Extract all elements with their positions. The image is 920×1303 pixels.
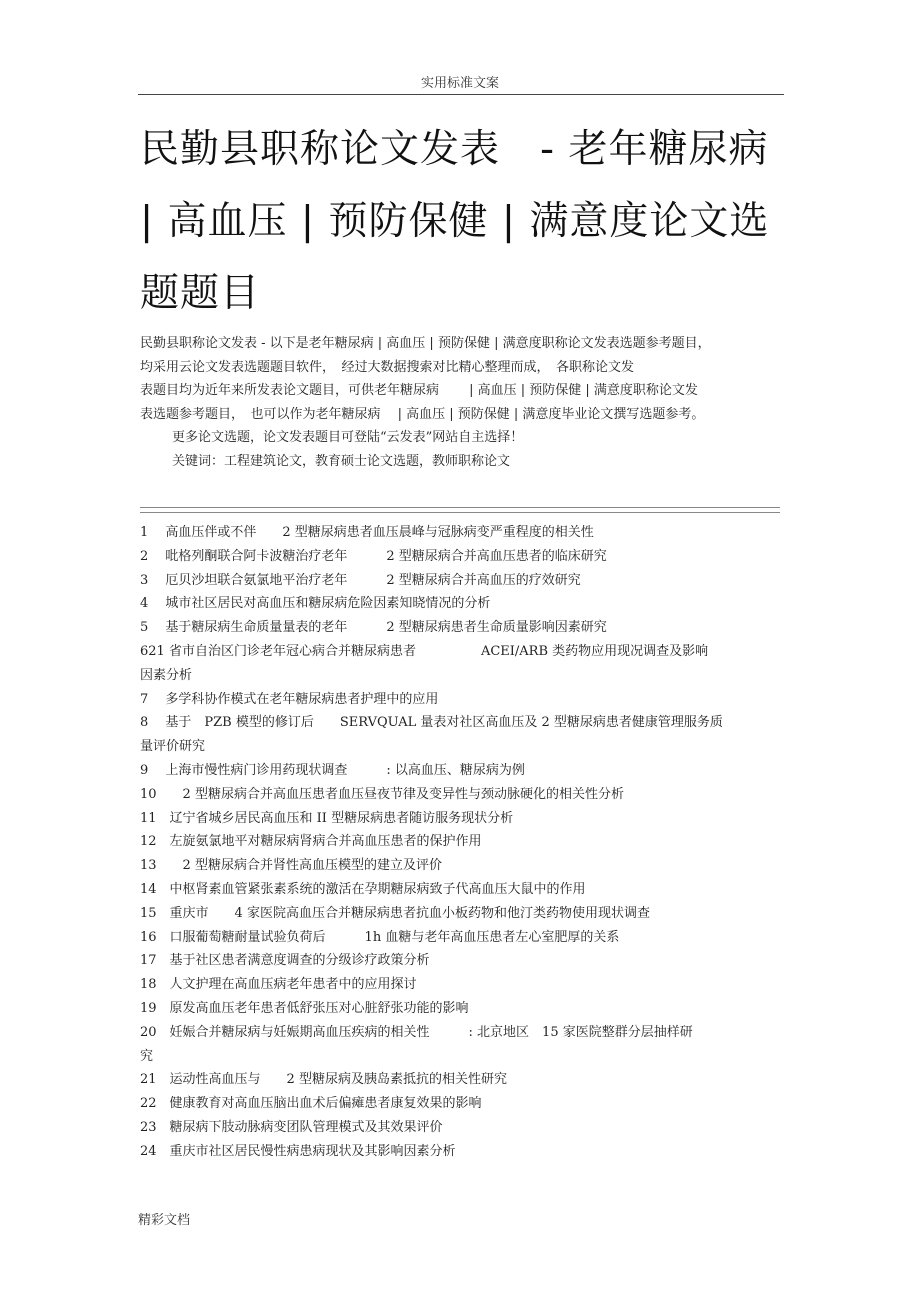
topic-item: 10 2 型糖尿病合并高血压患者血压昼夜节律及变异性与颈动脉硬化的相关性分析 <box>140 786 624 802</box>
keywords-line: 关键词：工程建筑论文，教育硕士论文选题，教师职称论文 <box>172 453 511 469</box>
page-header: 实用标准文案 <box>420 76 499 91</box>
topic-item: 21 运动性高血压与 2 型糖尿病及胰岛素抵抗的相关性研究 <box>140 1072 507 1088</box>
title-line-1: 民勤县职称论文发表 - 老年糖尿病 <box>140 127 769 172</box>
topic-item: 24 重庆市社区居民慢性病患病现状及其影响因素分析 <box>140 1143 456 1159</box>
intro-line: 表选题参考题目， 也可以作为老年糖尿病 | 高血压 | 预防保健 | 满意度毕业论文撰写选题参考。 <box>140 406 705 422</box>
topic-item: 8 基于 PZB 模型的修订后 SERVQUAL 量表对社区高血压及 2 型糖尿病患者健康管理服务质 <box>140 715 723 731</box>
topic-item: 11 辽宁省城乡居民高血压和 II 型糖尿病患者随访服务现状分析 <box>140 810 514 826</box>
intro-paragraph <box>140 332 780 473</box>
topic-item: 14 中枢肾素血管紧张素系统的激活在孕期糖尿病致子代高血压大鼠中的作用 <box>140 881 586 897</box>
topic-item: 19 原发高血压老年患者低舒张压对心脏舒张功能的影响 <box>140 1000 469 1016</box>
topic-item: 22 健康教育对高血压脑出血术后偏瘫患者康复效果的影响 <box>140 1096 482 1112</box>
topic-item: 5 基于糖尿病生命质量量表的老年 2 型糖尿病患者生命质量影响因素研究 <box>140 620 607 636</box>
title-line-2: | 高血压 | 预防保健 | 满意度论文选 <box>140 199 770 244</box>
topic-item: 7 多学科协作模式在老年糖尿病患者护理中的应用 <box>140 691 439 707</box>
topic-item: 18 人文护理在高血压病老年患者中的应用探讨 <box>140 977 417 993</box>
topic-item: 20 妊娠合并糖尿病与妊娠期高血压疾病的相关性 : 北京地区 15 家医院整群分层抽样研 <box>140 1024 693 1040</box>
topic-item: 23 糖尿病下肢动脉病变团队管理模式及其效果评价 <box>140 1119 443 1135</box>
intro-line: 表题目均为近年来所发表论文题目，可供老年糖尿病 | 高血压 | 预防保健 | 满意度职称论文发 <box>140 383 698 398</box>
topic-item: 9 上海市慢性病门诊用药现状调查 : 以高血压、糖尿病为例 <box>140 762 525 778</box>
header-rule <box>138 94 784 95</box>
topic-item: 13 2 型糖尿病合并肾性高血压模型的建立及评价 <box>140 858 442 874</box>
section-separator <box>140 507 780 513</box>
intro-line: 均采用云论文发表选题题目软件， 经过大数据搜索对比精心整理而成， 各职称论文发 <box>140 359 635 375</box>
topic-item: 量评价研究 <box>140 739 206 755</box>
topic-item: 因素分析 <box>140 667 193 683</box>
topic-item: 12 左旋氨氯地平对糖尿病肾病合并高血压患者的保护作用 <box>140 834 482 850</box>
intro-line: 民勤县职称论文发表 - 以下是老年糖尿病 | 高血压 | 预防保健 | 满意度职称论文发表选题参考题目， <box>140 336 711 351</box>
topic-item: 621 省市自治区门诊老年冠心病合并糖尿病患者 ACEI/ARB 类药物应用现况调查及影响 <box>140 643 709 659</box>
document-title <box>140 114 780 330</box>
topic-item: 15 重庆市 4 家医院高血压合并糖尿病患者抗血小板药物和他汀类药物使用现状调查 <box>140 905 650 921</box>
topic-item: 16 口服葡萄糖耐量试验负荷后 1h 血糖与老年高血压患者左心室肥厚的关系 <box>140 929 620 945</box>
topic-item: 4 城市社区居民对高血压和糖尿病危险因素知晓情况的分析 <box>140 596 491 612</box>
topic-item: 1 高血压伴或不伴 2 型糖尿病患者血压晨峰与冠脉病变严重程度的相关性 <box>140 525 594 540</box>
topic-item: 究 <box>140 1048 154 1064</box>
topic-item: 3 厄贝沙坦联合氨氯地平治疗老年 2 型糖尿病合并高血压的疗效研究 <box>140 572 581 588</box>
topic-item: 2 吡格列酮联合阿卡波糖治疗老年 2 型糖尿病合并高血压患者的临床研究 <box>140 548 607 564</box>
title-line-3: 题题目 <box>140 271 261 316</box>
more-topics-note: 更多论文选题，论文发表题目可登陆“云发表”网站自主选择！ <box>172 430 524 445</box>
topic-item: 17 基于社区患者满意度调查的分级诊疗政策分析 <box>140 953 430 969</box>
page-footer: 精彩文档 <box>138 1213 191 1228</box>
topic-list <box>140 521 780 1164</box>
